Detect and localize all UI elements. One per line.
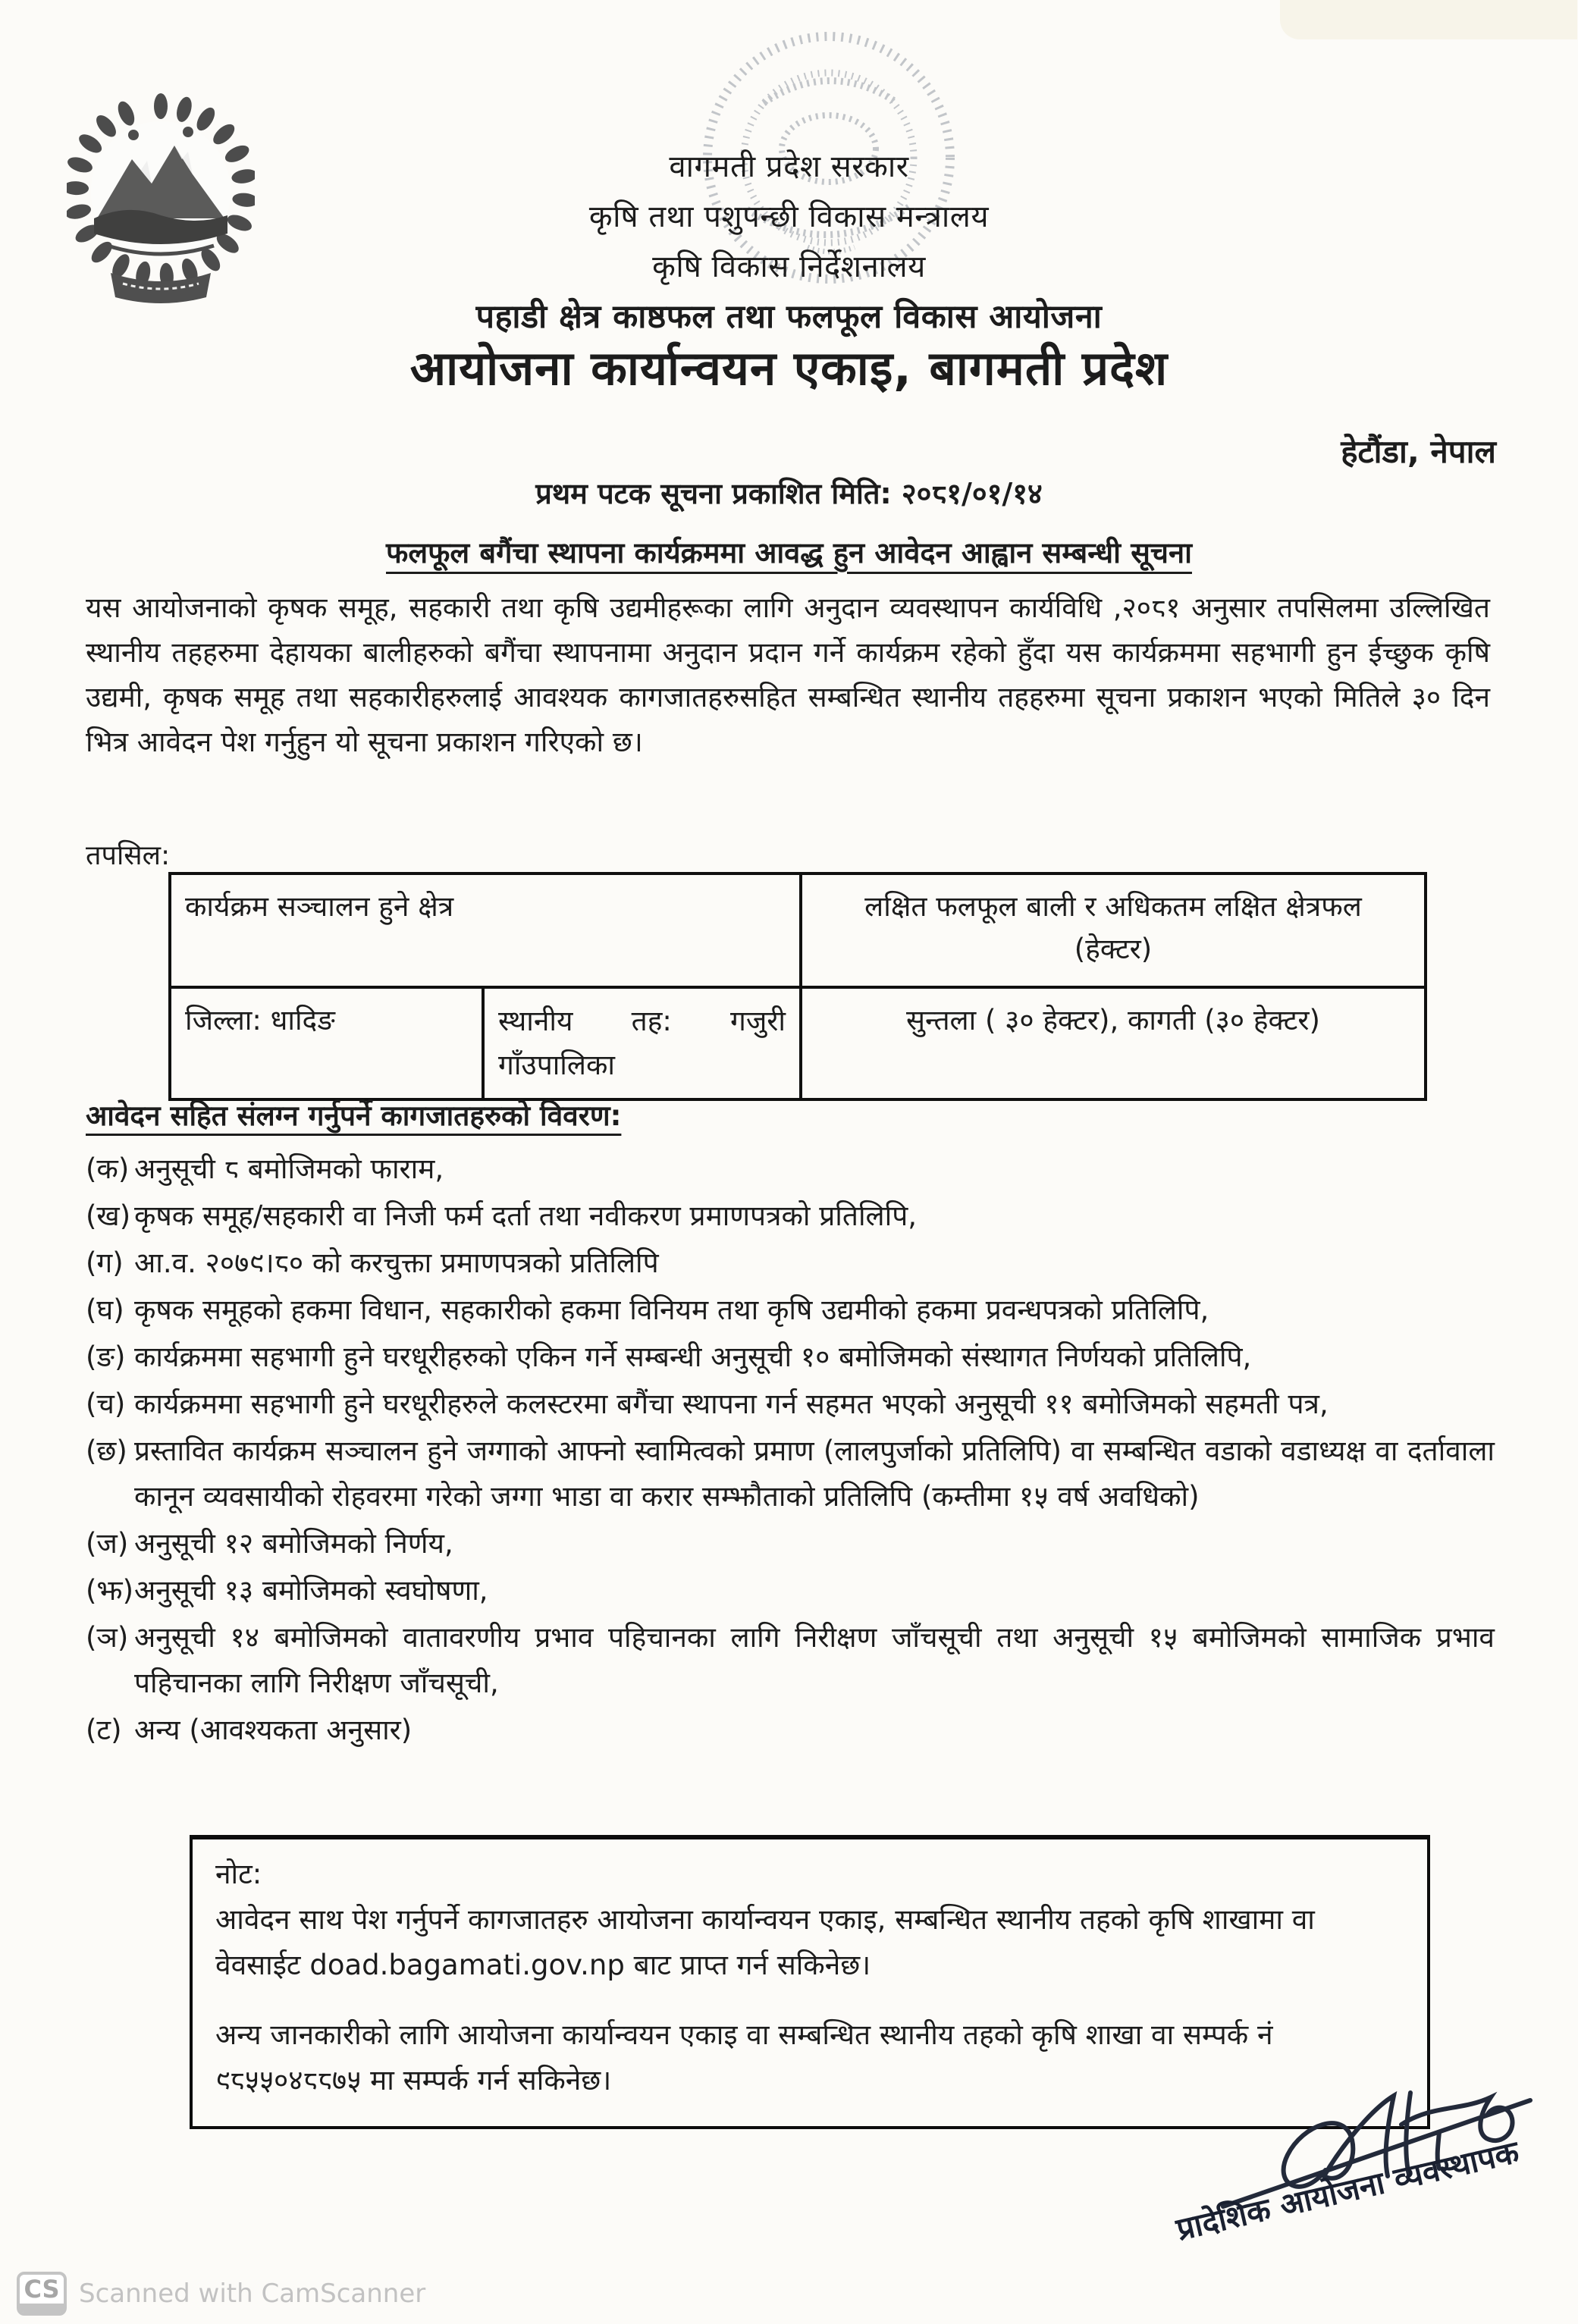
- header-directorate: कृषि विकास निर्देशनालय: [652, 249, 926, 284]
- header-location: हेटौंडा, नेपाल: [1341, 433, 1496, 470]
- header-project: पहाडी क्षेत्र काष्ठफल तथा फलफूल विकास आयोजना: [475, 298, 1103, 336]
- header-ministry: कृषि तथा पशुपन्छी विकास मन्त्रालय: [588, 199, 990, 234]
- list-item-text: प्रस्तावित कार्यक्रम सञ्चालन हुने जग्गाको आफ्नो स्वामित्वको प्रमाण (लालपुर्जाको प्रतिलिपि) वा सम्बन्धित वडाको वडाध्यक्ष वा दर्तावाला कानून व्यवसायीको रोहवरमा गरेको जग्गा भाडा वा करार सम्झौताको प्रतिलिपि (कम्तीमा १५ वर्ष अवधिको): [134, 1435, 1495, 1513]
- table-header-target-text: लक्षित फलफूल बाली र अधिकतम लक्षित क्षेत्रफल: [864, 890, 1362, 923]
- list-item-label: (घ): [86, 1294, 124, 1326]
- list-item: [86, 1240, 1495, 1286]
- program-detail-table: [168, 872, 1427, 1101]
- table-header-area: कार्यक्रम सञ्चालन हुने क्षेत्र: [170, 873, 801, 987]
- tapsil-label: तपसिल:: [86, 840, 171, 871]
- note-paragraph-1-text: आवेदन साथ पेश गर्नुपर्ने कागजातहरु आयोजना कार्यान्वयन एकाइ, सम्बन्धित स्थानीय तहको कृषि शाखामा वा वेवसाईट: [215, 1903, 1315, 1981]
- list-item-label: (ख): [86, 1200, 131, 1232]
- list-item-label: (ङ): [86, 1341, 126, 1373]
- list-item: [86, 1193, 1495, 1239]
- scanner-footer: [17, 2272, 425, 2316]
- notice-title: फलफूल बगैंचा स्थापना कार्यक्रममा आवद्ध हुन आवेदन आह्वान सम्बन्धी सूचना: [386, 536, 1192, 569]
- list-item: [86, 1708, 1495, 1753]
- table-header-row: [170, 873, 1426, 987]
- note-label: नोट:: [215, 1858, 262, 1890]
- notice-body: यस आयोजनाको कृषक समूह, सहकारी तथा कृषि उद्यमीहरूका लागि अनुदान व्यवस्थापन कार्यविधि ,२०८१ अनुसार तपसिलमा उल्लिखित स्थानीय तहहरुमा देहायका बालीहरुको बगैंचा स्थापनामा अनुदान प्रदान गर्ने कार्यक्रम रहेको हुँदा यस कार्यक्रममा सहभागी हुन ईच्छुक कृषि उद्यमी, कृषक समूह तथा सहकारीहरुलाई आवश्यक कागजातहरुसहित सम्बन्धित स्थानीय तहहरुमा सूचना प्रकाशन भएको मितिले ३० दिन भित्र आवेदन पेश गर्नुहुन यो सूचना प्रकाशन गरिएको छ।: [86, 591, 1490, 758]
- table-data-row: [170, 987, 1426, 1099]
- scan-smudge: [1280, 0, 1577, 39]
- list-item-text: कृषक समूहको हकमा विधान, सहकारीको हकमा विनियम तथा कृषि उद्यमीको हकमा प्रवन्धपत्रको प्रतिलिपि,: [134, 1294, 1209, 1326]
- list-item: [86, 1521, 1495, 1567]
- list-item: [86, 1615, 1495, 1706]
- signatory-title: प्रादेशिक आयोजना व्यवस्थापक: [1172, 2133, 1523, 2248]
- list-item-text: अन्य (आवश्यकता अनुसार): [134, 1714, 413, 1746]
- list-item-text: कार्यक्रममा सहभागी हुने घरधूरीहरुले कलस्टरमा बगैंचा स्थापना गर्न सहमत भएको अनुसूची ११ बमोजिमको सहमती पत्र,: [134, 1388, 1329, 1420]
- list-item-text: अनुसूची १३ बमोजिमको स्वघोषणा,: [134, 1574, 488, 1607]
- list-item-text: अनुसूची ८ बमोजिमको फाराम,: [134, 1153, 444, 1185]
- list-item: [86, 1568, 1495, 1614]
- table-header-target-unit: (हेक्टर): [1074, 933, 1153, 965]
- list-item: [86, 1382, 1495, 1427]
- list-item-label: (छ): [86, 1435, 127, 1467]
- published-date-line: प्रथम पटक सूचना प्रकाशित मिति: २०८१/०१/१४: [535, 477, 1043, 510]
- list-item-text: कार्यक्रममा सहभागी हुने घरधूरीहरुको एकिन गर्ने सम्बन्धी अनुसूची १० बमोजिमको संस्थागत निर्णयको प्रतिलिपि,: [134, 1341, 1252, 1373]
- camscanner-badge-text: CS: [24, 2275, 60, 2304]
- header-government: वागमती प्रदेश सरकार: [669, 149, 909, 184]
- header-unit: आयोजना कार्यान्वयन एकाइ, बागमती प्रदेश: [409, 340, 1169, 396]
- table-cell-crops: सुन्तला ( ३० हेक्टर), कागती (३० हेक्टर): [801, 987, 1426, 1099]
- list-item-text: आ.व. २०७९।८० को करचुक्ता प्रमाणपत्रको प्रतिलिपि: [134, 1247, 659, 1279]
- list-item-label: (ञ): [86, 1621, 129, 1654]
- table-cell-district: जिल्ला: धादिङ: [170, 987, 483, 1099]
- list-item-label: (च): [86, 1388, 126, 1420]
- list-item-label: (क): [86, 1153, 130, 1185]
- table-header-target: [801, 873, 1426, 987]
- camscanner-badge-strip: [20, 2304, 64, 2313]
- camscanner-badge-icon: [17, 2272, 67, 2316]
- list-item-text: अनुसूची १२ बमोजिमको निर्णय,: [134, 1527, 453, 1560]
- documents-heading: आवेदन सहित संलग्न गर्नुपर्ने कागजातहरुको विवरण:: [86, 1099, 622, 1132]
- note-paragraph-1-end: बाट प्राप्त गर्न सकिनेछ।: [624, 1949, 871, 1981]
- list-item-label: (ज): [86, 1527, 129, 1560]
- documents-list: [86, 1146, 1495, 1755]
- note-paragraph-2: अन्य जानकारीको लागि आयोजना कार्यान्वयन एकाइ वा सम्बन्धित स्थानीय तहको कृषि शाखा वा सम्पर्क नं ९८५५०४८८७५ मा सम्पर्क गर्न सकिनेछ।: [215, 2018, 1273, 2097]
- list-item-label: (ट): [86, 1714, 122, 1746]
- note-paragraph-1: [215, 1897, 1404, 1988]
- list-item: [86, 1287, 1495, 1333]
- list-item-label: (झ): [86, 1574, 134, 1607]
- scanner-footer-text: Scanned with CamScanner: [79, 2279, 426, 2309]
- list-item: [86, 1146, 1495, 1192]
- list-item: [86, 1334, 1495, 1380]
- note-website: doad.bagamati.gov.np: [309, 1949, 625, 1981]
- list-item-text: अनुसूची १४ बमोजिमको वातावरणीय प्रभाव पहिचानका लागि निरीक्षण जाँचसूची तथा अनुसूची १५ बमोजिमको सामाजिक प्रभाव पहिचानका लागि निरीक्षण जाँचसूची,: [134, 1621, 1495, 1699]
- table-cell-local-level: स्थानीय तह: गजुरी गाँउपालिका: [483, 987, 801, 1099]
- list-item-text: कृषक समूह/सहकारी वा निजी फर्म दर्ता तथा नवीकरण प्रमाणपत्रको प्रतिलिपि,: [134, 1200, 917, 1232]
- list-item: [86, 1429, 1495, 1520]
- list-item-label: (ग): [86, 1247, 124, 1279]
